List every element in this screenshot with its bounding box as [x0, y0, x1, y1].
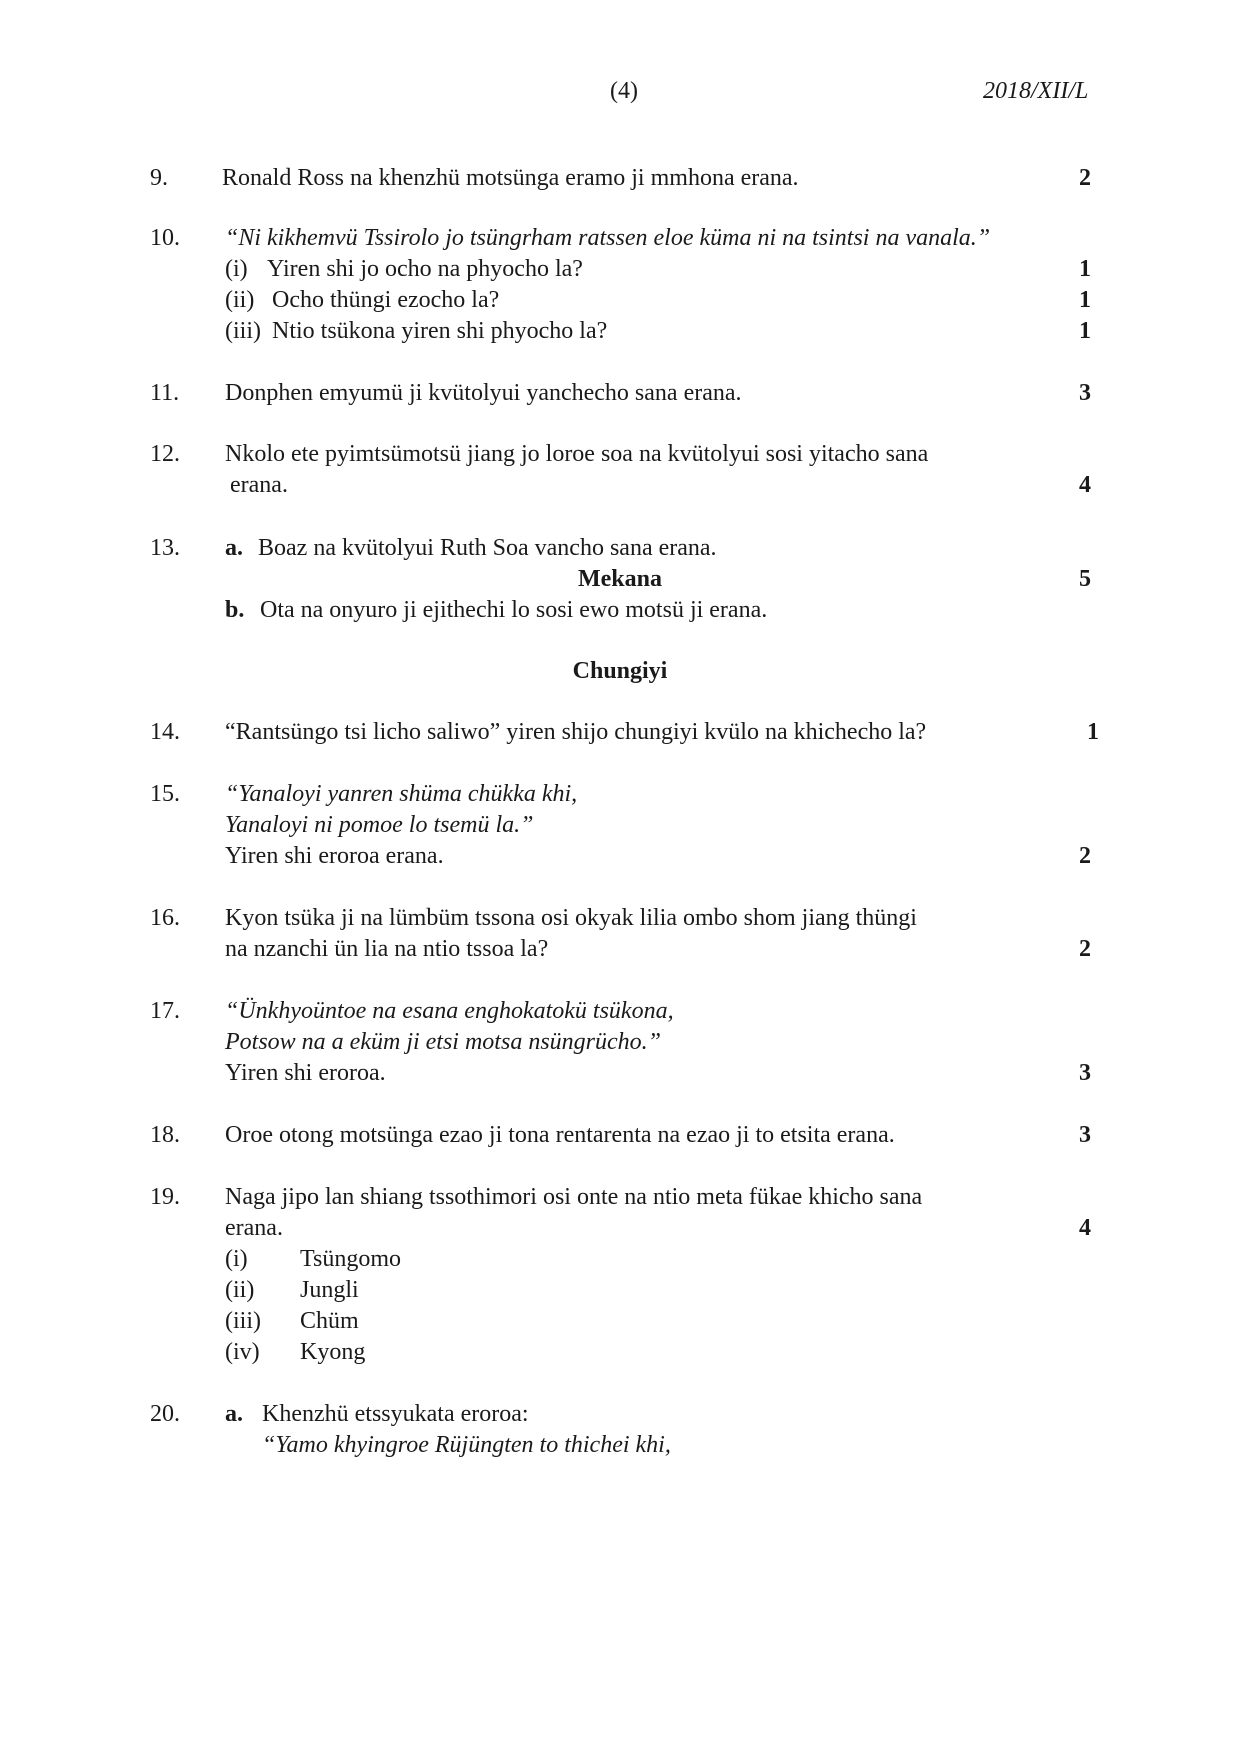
question-16-text-line2: na nzanchi ün lia na ntio tssoa la?	[225, 936, 549, 962]
question-19-text-line2: erana.	[225, 1215, 283, 1241]
question-12-marks: 4	[1079, 472, 1091, 498]
list-item-label: (ii)	[225, 1277, 255, 1303]
question-17-quote-line1: “Ünkhyoüntoe na esana enghokatokü tsükona,	[225, 998, 674, 1024]
question-15-text: Yiren shi eroroa erana.	[225, 843, 444, 869]
question-10-part-text: Yiren shi jo ocho na phyocho la?	[267, 256, 583, 282]
question-13-number: 13.	[150, 535, 180, 561]
question-13-or-label: Mekana	[578, 566, 662, 592]
question-10-part-marks: 1	[1079, 287, 1091, 313]
question-19-text-line1: Naga jipo lan shiang tssothimori osi onte na ntio meta fükae khicho sana	[225, 1184, 923, 1210]
question-11-number: 11.	[150, 380, 180, 406]
question-16-text-line1: Kyon tsüka ji na lümbüm tssona osi okyak lilia ombo shom jiang thüngi	[225, 905, 917, 931]
question-9-text: Ronald Ross na khenzhü motsünga eramo ji mmhona erana.	[222, 165, 799, 191]
list-item: Chüm	[300, 1308, 359, 1334]
question-20-quote: “Yamo khyingroe Rüjüngten to thichei khi,	[262, 1432, 671, 1458]
question-9-marks: 2	[1079, 165, 1091, 191]
list-item: Tsüngomo	[300, 1246, 401, 1272]
question-10-part-marks: 1	[1079, 256, 1091, 282]
question-15-quote-line1: “Yanaloyi yanren shüma chükka khi,	[225, 781, 578, 807]
question-10-part-label: (iii)	[225, 318, 261, 344]
page-number: (4)	[610, 78, 638, 104]
list-item-label: (iv)	[225, 1339, 260, 1365]
question-12-text-line1: Nkolo ete pyimtsümotsü jiang jo loroe soa na kvütolyui sosi yitacho sana	[225, 441, 929, 467]
question-20-option-a-label: a.	[225, 1401, 243, 1427]
question-13-option-a-text: Boaz na kvütolyui Ruth Soa vancho sana erana.	[258, 535, 717, 561]
question-10-part-marks: 1	[1079, 318, 1091, 344]
question-10-number: 10.	[150, 225, 180, 251]
paper-code: 2018/XII/L	[983, 78, 1089, 104]
question-10-part-text: Ntio tsükona yiren shi phyocho la?	[272, 318, 608, 344]
question-14-number: 14.	[150, 719, 180, 745]
question-10-quote: “Ni kikhemvü Tssirolo jo tsüngrham ratssen eloe küma ni na tsintsi na vanala.”	[225, 225, 991, 251]
question-17-quote-line2: Potsow na a eküm ji etsi motsa nsüngrücho.”	[225, 1029, 661, 1055]
question-20-number: 20.	[150, 1401, 180, 1427]
question-10-part-label: (i)	[225, 256, 248, 282]
question-10-part-label: (ii)	[225, 287, 255, 313]
question-18-text: Oroe otong motsünga ezao ji tona rentarenta na ezao ji to etsita erana.	[225, 1122, 895, 1148]
list-item: Kyong	[300, 1339, 366, 1365]
question-15-marks: 2	[1079, 843, 1091, 869]
question-18-marks: 3	[1079, 1122, 1091, 1148]
question-19-number: 19.	[150, 1184, 180, 1210]
question-16-number: 16.	[150, 905, 180, 931]
question-11-marks: 3	[1079, 380, 1091, 406]
question-14-marks: 1	[1087, 719, 1099, 745]
section-heading: Chungiyi	[572, 658, 668, 684]
question-16-marks: 2	[1079, 936, 1091, 962]
question-20-option-a-text: Khenzhü etssyukata eroroa:	[262, 1401, 529, 1427]
question-10-part-text: Ocho thüngi ezocho la?	[272, 287, 500, 313]
question-13-option-b-text: Ota na onyuro ji ejithechi lo sosi ewo motsü ji erana.	[260, 597, 768, 623]
question-12-number: 12.	[150, 441, 180, 467]
question-13-marks: 5	[1079, 566, 1091, 592]
list-item-label: (iii)	[225, 1308, 261, 1334]
list-item: Jungli	[300, 1277, 359, 1303]
question-13-option-b-label: b.	[225, 597, 245, 623]
question-19-marks: 4	[1079, 1215, 1091, 1241]
question-15-quote-line2: Yanaloyi ni pomoe lo tsemü la.”	[225, 812, 534, 838]
question-17-number: 17.	[150, 998, 180, 1024]
question-12-text-line2: erana.	[230, 472, 288, 498]
question-9-number: 9.	[150, 165, 168, 191]
question-17-text: Yiren shi eroroa.	[225, 1060, 386, 1086]
list-item-label: (i)	[225, 1246, 248, 1272]
question-18-number: 18.	[150, 1122, 180, 1148]
question-15-number: 15.	[150, 781, 180, 807]
question-17-marks: 3	[1079, 1060, 1091, 1086]
question-13-option-a-label: a.	[225, 535, 243, 561]
question-11-text: Donphen emyumü ji kvütolyui yanchecho sana erana.	[225, 380, 742, 406]
question-14-text: “Rantsüngo tsi licho saliwo” yiren shijo chungiyi kvülo na khichecho la?	[225, 719, 927, 745]
